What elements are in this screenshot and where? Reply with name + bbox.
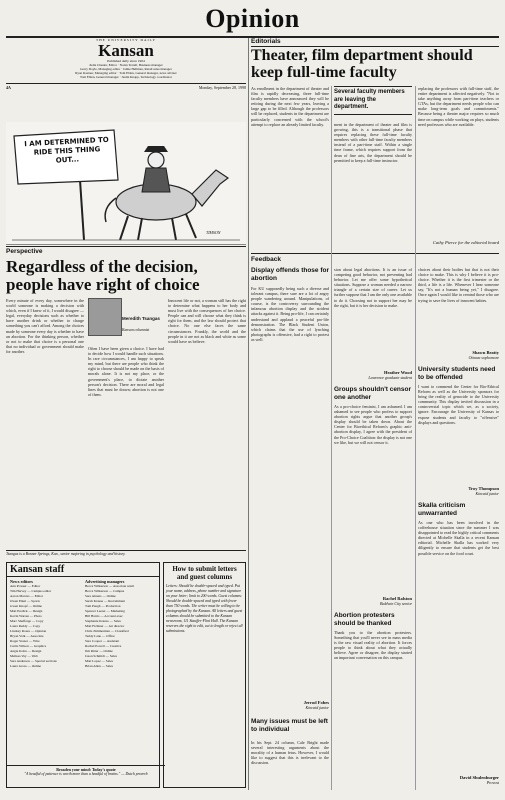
letter-body: For KU supposedly being such a diverse and tolerant campus, there sure are a lot of angry people wandering around. Manipulations, of course, is the controversy surrounding the infamous abortion display and the strident attacks against it. Being pro-life, I can certainly understand and applaud a peaceful pro-life demonstration. The Black Student Union, which claims that the use of lynching photographs is offensive, had a right to protest as well. <box>251 286 329 342</box>
staff-list-item: Sara Ahrens — Online <box>85 594 116 598</box>
staff-list-item: Melissa Vay — Web <box>10 654 38 658</box>
page-number: 4A <box>6 85 11 90</box>
staff-list-item: Jim Ritter — Online <box>85 649 113 653</box>
letter-body: choices about their bodies but that is not their choice to make. This is why I believe it is pro-choice. Whether it is the first trimester or the third, a life is a life. Whenever I hear someone say, "It's not a human being yet," I disagree. Once again I would like to remind those who are trying to save the lives of innocent babies. <box>418 267 499 303</box>
staff-title: Kansan staff <box>7 563 159 577</box>
staff-list-item: Brian Allen — Sales <box>85 664 113 668</box>
letter-body: As a pro-choice feminist, I am ashamed. I am ashamed to see people who profess to support abortion rights argue that another group's display should be taken down. About the Center for Bioethical Reform's graphic anti-abortion display, I agree with the president of the Pro-Choice Coalition: the display is not one we like, but we will not censor it. <box>334 404 412 445</box>
editorials-label: Editorials <box>251 38 281 45</box>
perspective-headline: Regardless of the decision, people have right of choice <box>6 257 200 294</box>
editorial-col-2: ment in the department of theater and film is growing, this is a transitional phase that requires replacing these full-time faculty members with other full-time faculty members instead of a part-time staff. Within a single time frame, which requires support from the dean of fine arts, the department should be permitted to keep a full-time instructor. <box>334 122 412 163</box>
feedback-label: Feedback <box>251 256 281 263</box>
staff-list-item: Tom Paugh — Production <box>85 604 121 608</box>
staff-list-item: Laura Gross — Online <box>10 664 41 668</box>
staff-list-item: Ann Prosser — Editor <box>10 584 41 588</box>
staff-list-item: Sarah Krause — Recruitment <box>85 599 126 603</box>
editorial-headline: Theater, film department should keep full-time faculty <box>251 47 473 81</box>
staff-list-item: Gwen Knopf — Online <box>10 604 42 608</box>
news-editors-label: News editors <box>10 579 33 584</box>
staff-list-item: Becca Wilkerson — Associate retail <box>85 584 134 588</box>
masthead-kicker: THE UNIVERSITY DAILY <box>96 38 156 42</box>
masthead-staff-row: Gerry Doyle, Managing editor · Jamie Hellman, Retail sales manager <box>80 67 172 71</box>
news-editors-list <box>10 584 82 669</box>
staff-list-item: Spencer Leerer — Marketing <box>85 609 125 613</box>
letter-body: I want to commend the Center for Bio-Ethical Reform as well as the University sponsors for bring the reality of genocide to the University community. This display invited discussion in a controversial topic which we, as a society, ignore. Encourage the University of Kansas to expose students and faculty to "offensive" displays and questions. <box>418 384 499 425</box>
letter-body: Thank you to the abortion protesters. Something that you'll never see in mass media is the raw visual reality of abortion. It forces people to think about what they actually believe. Agree or disagree, the display started an important conversation on this campus. <box>334 630 412 661</box>
letter-headline: Skalla criticism unwarranted <box>418 502 466 517</box>
perspective-label: Perspective <box>6 248 43 255</box>
editorial-col-1: As enrollment in the department of theater and film is rapidly decreasing, three full-time faculty members have announced they will be retiring during the next few years, leaving a large gap to be filled. Although the professors will be replaced, students in the department are particularly concerned with the school's attempt to replace an already limited faculty. <box>251 86 329 127</box>
letter-signature: Troy Thompson Kincaid junior <box>468 486 499 496</box>
advertising-list <box>85 584 157 669</box>
advertising-label: Advertising managers <box>85 579 125 584</box>
staff-list-item: Sara Cooper — Assistant <box>85 639 120 643</box>
staff-list-item: Rachel Powell — Creative <box>85 644 122 648</box>
editorial-cartoon <box>6 122 246 245</box>
staff-list-item: Kevin Warren — Photo <box>10 614 42 618</box>
letter-signature: David Shulenburger Provost <box>459 775 499 785</box>
staff-list-item: Jason Schmidt — Sales <box>85 654 117 658</box>
letter-headline: Abortion protesters should be thanked <box>334 612 395 627</box>
staff-list-item: Stephanie Krauss — Sales <box>85 619 121 623</box>
author-title: Kansan columnist <box>122 328 150 332</box>
cartoon-artist-credit: TIMSON <box>206 230 221 235</box>
cartoon-sign-text: I AM DETERMINED TO RIDE THIS THING OUT... <box>24 135 109 165</box>
submit-box <box>163 562 246 788</box>
submit-title: How to submit letters and guest columns <box>172 565 237 581</box>
letter-signature: Jerrod Fobes Kincaid junior <box>303 700 329 710</box>
section-title: Opinion <box>205 4 300 33</box>
masthead-name: Kansan <box>98 41 154 60</box>
masthead-subtitle: Published daily since 1904 <box>107 59 145 63</box>
submit-body: Letters: Should be double-spaced and typed. Put your name, address, phone number and signature on your letter; limit to 200 words. Guest columns: Should be double-spaced and typed with fewer than 750 words. The writer must be willing to be photographed by the Kansan. All letters and guest columns should be submitted to the Kansan newsroom, 111 Stauffer-Flint Hall. The Kansan reserves the right to edit, cut to length or reject all submissions. <box>166 584 243 633</box>
author-photo <box>88 298 122 336</box>
breaden-line: Broaden your mind: Today's quote <box>56 767 116 772</box>
masthead-staff-row: Judie Chesler, Editor · Nolan Terrell, Business manager <box>89 63 163 67</box>
editorial-col-3: replacing the professors with full-time staff, the entire department is affected negatively. "Not to take anything away from part-time teachers or GTAs, but the department needs people who can make long-term goals and commitments." Because being a theater major requires so much time on campus while working on plays, students need professors who are available. <box>418 86 499 127</box>
staff-list-item: Sara Anderson — Special sections <box>10 659 57 663</box>
staff-list-item: Bill Harris — Account exec <box>85 614 123 618</box>
staff-list-item: Tim Harvey — Campus editor <box>10 589 52 593</box>
staff-list-item: Marc Sheffarge — Copy <box>10 619 44 623</box>
staff-box <box>6 562 160 788</box>
staff-list-item: Laura Reddy — Copy <box>10 624 41 628</box>
staff-list-item: Aaron Marcus — Editor <box>10 594 44 598</box>
editorial-pullquote: Several faculty members are leaving the department. <box>334 86 412 115</box>
staff-list-item: Lindsey Rosza — Opinion <box>10 629 47 633</box>
letter-body: In his Sept. 24 column, Cale Bright made several interesting arguments about the morality of a human fetus. However, I would like to suggest that this is irrelevant to the discussion. <box>251 740 329 766</box>
staff-list-item: Matt Fichtner — Art director <box>85 624 125 628</box>
perspective-body-3: Innocent life or not, a woman still has the right to determine what happens to her body and must live with the consequences of her choice. People can and will choose what they think is right for them, and the law should protect that choice. No one else faces the same circumstances. Frankly, the world and the people in it are not as black and white as some would have us believe. <box>168 298 246 344</box>
letter-signature: Rachel Ralston Baldwin City senior <box>380 596 412 606</box>
perspective-body-2: Often I have been given a choice. I have had to decide how I would handle such situations. In rare circumstances, I am happy to speak my mind, but there are people who think the right to choose should be made on the basis of morals alone. It is not my place, or the government's place, to dictate another person's decision. There are moral and legal lines that must be drawn; abortion is not one of them. <box>88 346 164 397</box>
letter-signature: Shawn Beatty Ottawa sophomore <box>468 350 499 360</box>
staff-list-item: Angie Kohn — Design <box>10 649 42 653</box>
perspective-body-1: Every minute of every day, somewhere in the world someone is making a decision with which, even if I knew of it, I would disagree — legal, everyday decisions such as whether to have another drink or whether to charge something you can't afford. Among the choices made by someone every day is whether to have an abortion. For the thinking person, whether or not to make that choice is a personal one that no individual or government should make for another. <box>6 298 84 354</box>
letter-signature: Heather Wood Lawrence graduate student <box>368 370 412 380</box>
letter-body: As one who has been involved in the coffeehouse situation since the summer I was disappointed to read the highly critical comments directed at Michelle Skalla in a recent Kansan editorial. Michelle Skalla has worked very diligently to ensure that students get the best possible service on the food court. <box>418 520 499 556</box>
date-line: Monday, September 28, 1998 <box>198 85 246 90</box>
author-bio: Tsangas is a Bonner Springs, Kan., senior majoring in psychology and history. <box>6 550 246 556</box>
editorial-signature: Cathy Pierce for the editorial board <box>432 240 499 245</box>
staff-list-item: Becca Wilkerson — Campus <box>85 589 125 593</box>
staff-list-item: Teddy Lane — Office <box>85 634 115 638</box>
staff-list-item: Owen Eikel — Sports <box>10 599 40 603</box>
masthead-staff-row: Ryan Kastner, Managing editor · Tom Eblen, General manager, news adviser <box>75 71 177 75</box>
masthead <box>6 38 246 120</box>
letter-headline: Many issues must be left to individual <box>251 718 328 733</box>
staff-list-item: Chris Zimmerman — Classified <box>85 629 129 633</box>
letter-body: sion about legal abortions. It is an issue of competing good behavior, not preventing bad behavior. Let me offer some hypothetical situations. Suppose a woman needed a narrow triangle of a certain size of career. Let us further suppose that I am the only one available to do it. Choosing not to support her may be the right, but it is her decision to make. <box>334 267 412 308</box>
staff-list-item: Curtis Wilson — Graphics <box>10 644 47 648</box>
masthead-staff-row: Tom Eblen, General manager · Justin Knapp, Technology coordinator <box>80 75 172 79</box>
staff-list-item: Roger Stoner — Wire <box>10 639 40 643</box>
letter-headline: Groups shouldn't censor one another <box>334 386 412 401</box>
letter-headline: Display offends those for abortion <box>251 267 330 282</box>
staff-list-item: Matt Lopez — Sales <box>85 659 113 663</box>
staff-list-item: Matt Predick — Design <box>10 609 43 613</box>
author-name: Meredith Tsangas <box>122 316 160 321</box>
letter-headline: University students need to be offended <box>418 366 496 381</box>
staff-list-item: Bryan Volk — Associate <box>10 634 44 638</box>
daily-quote: "A headful of patience is worth more than a headful of brains." — Dutch proverb <box>24 772 148 776</box>
